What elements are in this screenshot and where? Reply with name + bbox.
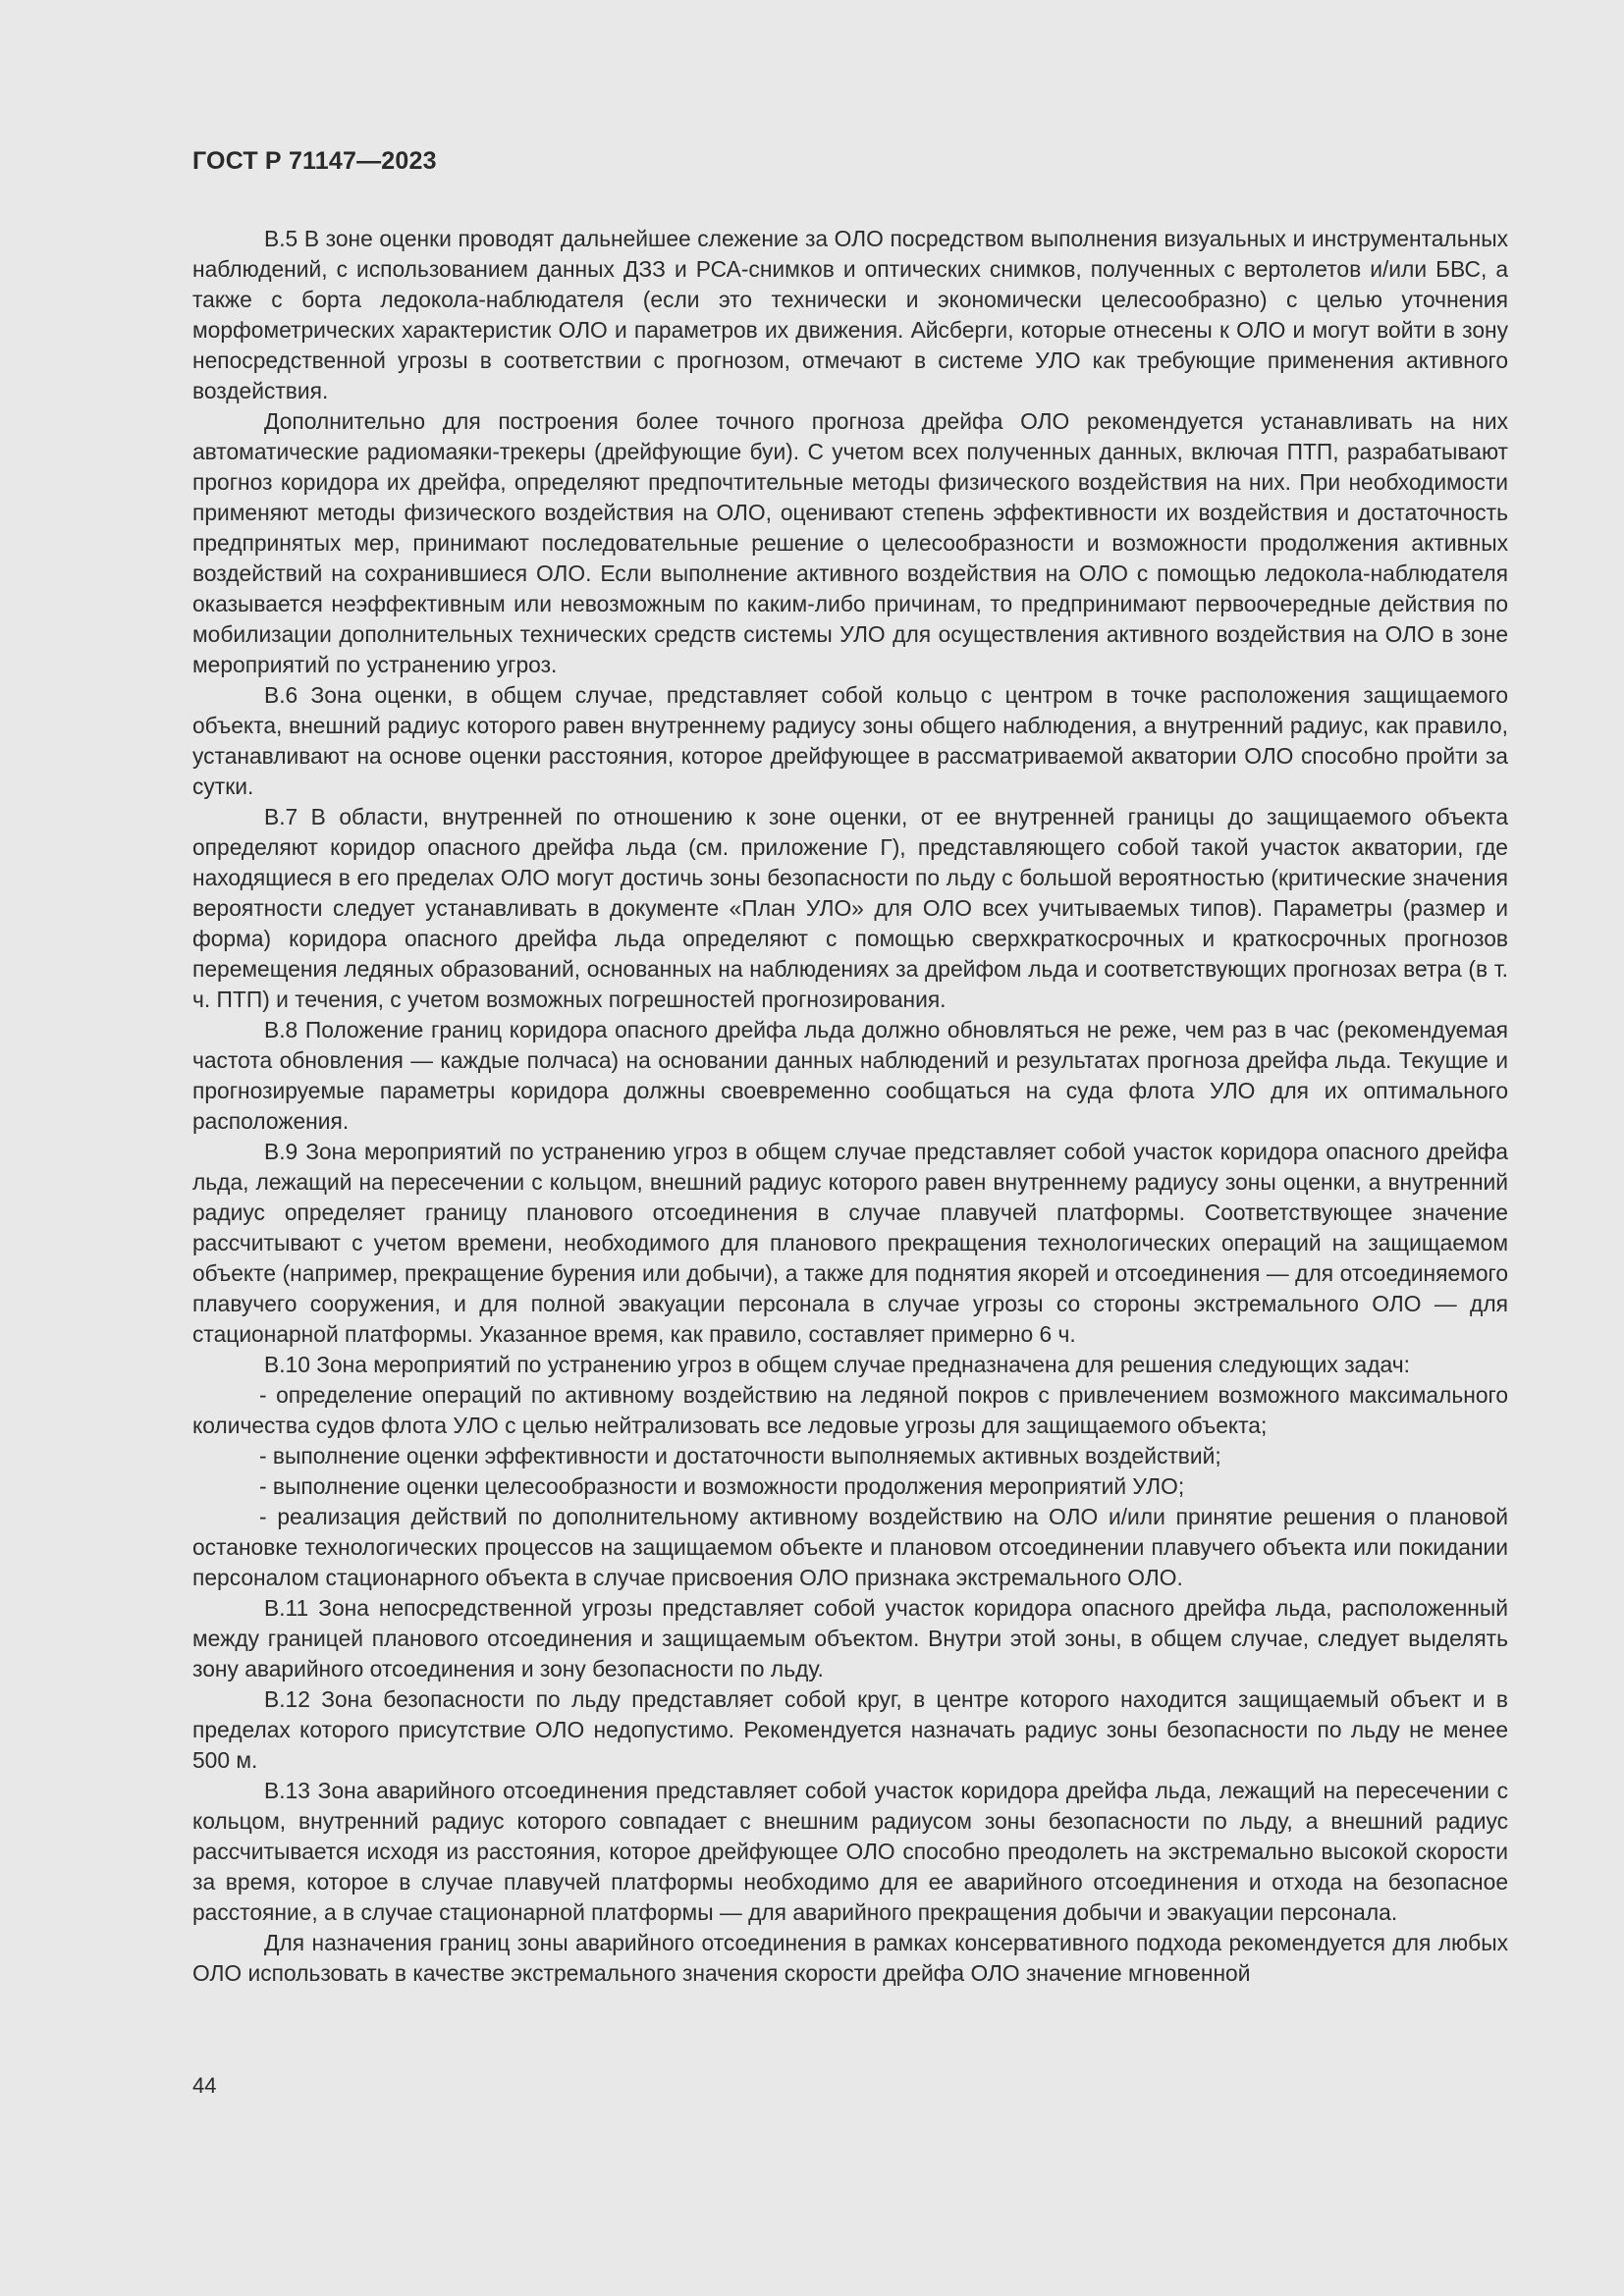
list-item: - выполнение оценки целесообразности и возможности продолжения мероприятий УЛО; (259, 1473, 1185, 1499)
paragraph-b5-additional: Дополнительно для построения более точного прогноза дрейфа ОЛО рекомендуется устанавливать на них автоматические радиомаяки-трекеры (дрейфующие буи). С учетом всех полученных данных, включая ПТП, разрабатывают прогноз коридора их дрейфа, определяют предпочтительные методы физического воздействия на них. При необходимости применяют методы физического воздействия на ОЛО, оценивают степень эффективности их воздействия и достаточность предпринятых мер, принимают последовательные решение о целесообразности и возможности продолжения активных воздействий на сохранившиеся ОЛО. Если выполнение активного воздействия на ОЛО с помощью ледокола-наблюдателя оказывается неэффективным или невозможным по каким-либо причинам, то предпринимают первоочередные действия по мобилизации дополнительных технических средств системы УЛО для осуществления активного воздействия на ОЛО в зоне мероприятий по устранению угроз. (192, 408, 1508, 677)
paragraph-b10: В.10 Зона мероприятий по устранению угроз в общем случае предназначена для решения следующих задач: (264, 1352, 1410, 1377)
page-number: 44 (192, 2073, 217, 2098)
paragraph-b11: В.11 Зона непосредственной угрозы представляет собой участок коридора опасного дрейфа льда, расположенный между границей планового отсоединения и защищаемым объектом. Внутри этой зоны, в общем случае, следует выделять зону аварийного отсоединения и зону безопасности по льду. (192, 1595, 1508, 1682)
paragraph-b7: В.7 В области, внутренней по отношению к зоне оценки, от ее внутренней границы до защищаемого объекта определяют коридор опасного дрейфа льда (см. приложение Г), представляющего собой такой участок акватории, где находящиеся в его пределах ОЛО могут достичь зоны безопасности по льду с большой вероятностью (критические значения вероятности следует устанавливать в документе «План УЛО» для ОЛО всех учитываемых типов). Параметры (размер и форма) коридора опасного дрейфа льда определяют с помощью сверхкраткосрочных и краткосрочных прогнозов перемещения ледяных образований, основанных на наблюдениях за дрейфом льда и соответствующих прогнозах ветра (в т. ч. ПТП) и течения, с учетом возможных погрешностей прогнозирования. (192, 804, 1508, 1012)
paragraph-b5: В.5 В зоне оценки проводят дальнейшее слежение за ОЛО посредством выполнения визуальных и инструментальных наблюдений, с использованием данных ДЗЗ и РСА-снимков и оптических снимков, полученных с вертолетов и/или БВС, а также с борта ледокола-наблюдателя (если это технически и экономически целесообразно) с целью уточнения морфометрических характеристик ОЛО и параметров их движения. Айсберги, которые отнесены к ОЛО и могут войти в зону непосредственной угрозы в соответствии с прогнозом, отмечают в системе УЛО как требующие применения активного воздействия. (192, 226, 1508, 403)
paragraph-b13-continued: Для назначения границ зоны аварийного отсоединения в рамках консервативного подхода рекомендуется для любых ОЛО использовать в качестве экстремального значения скорости дрейфа ОЛО значение мгновенной (192, 1930, 1508, 1986)
list-item: - реализация действий по дополнительному активному воздействию на ОЛО и/или принятие решения о плановой остановке технологических процессов на защищаемом объекте и плановом отсоединении плавучего объекта или покидании персоналом стационарного объекта в случае присвоения ОЛО признака экстремального ОЛО. (192, 1504, 1508, 1590)
paragraph-b12: В.12 Зона безопасности по льду представляет собой круг, в центре которого находится защищаемый объект и в пределах которого присутствие ОЛО недопустимо. Рекомендуется назначать радиус зоны безопасности по льду не менее 500 м. (192, 1686, 1508, 1773)
paragraph-b13: В.13 Зона аварийного отсоединения представляет собой участок коридора дрейфа льда, лежащий на пересечении с кольцом, внутренний радиус которого совпадает с внешним радиусом зоны безопасности по льду, а внешний радиус рассчитывается исходя из расстояния, которое дрейфующее ОЛО способно преодолеть на экстремально высокой скорости за время, которое в случае плавучей платформы необходимо для ее аварийного отсоединения и отхода на безопасное расстояние, а в случае стационарной платформы — для аварийного прекращения добычи и эвакуации персонала. (192, 1778, 1508, 1925)
document-header: ГОСТ Р 71147—2023 (192, 147, 437, 175)
list-item: - определение операций по активному воздействию на ледяной покров с привлечением возможного максимального количества судов флота УЛО с целью нейтрализовать все ледовые угрозы для защищаемого объекта; (192, 1382, 1508, 1438)
paragraph-b6: В.6 Зона оценки, в общем случае, представляет собой кольцо с центром в точке расположения защищаемого объекта, внешний радиус которого равен внутреннему радиусу зоны общего наблюдения, а внутренний радиус, как правило, устанавливают на основе оценки расстояния, которое дрейфующее в рассматриваемой акватории ОЛО способно пройти за сутки. (192, 682, 1508, 799)
paragraph-b9: В.9 Зона мероприятий по устранению угроз в общем случае представляет собой участок коридора опасного дрейфа льда, лежащий на пересечении с кольцом, внешний радиус которого равен внутреннему радиусу зоны оценки, а внутренний радиус определяет границу планового отсоединения в случае плавучей платформы. Соответствующее значение рассчитывают с учетом времени, необходимого для планового прекращения технологических операций на защищаемом объекте (например, прекращение бурения или добычи), а также для поднятия якорей и отсоединения — для отсоединяемого плавучего сооружения, и для полной эвакуации персонала в случае угрозы со стороны экстремального ОЛО — для стационарной платформы. Указанное время, как правило, составляет примерно 6 ч. (192, 1139, 1508, 1347)
document-body (192, 224, 1508, 1989)
list-item: - выполнение оценки эффективности и достаточности выполняемых активных воздействий; (259, 1443, 1221, 1468)
paragraph-b8: В.8 Положение границ коридора опасного дрейфа льда должно обновляться не реже, чем раз в час (рекомендуемая частота обновления — каждые полчаса) на основании данных наблюдений и результатах прогноза дрейфа льда. Текущие и прогнозируемые параметры коридора должны своевременно сообщаться на суда флота УЛО для их оптимального расположения. (192, 1017, 1508, 1134)
